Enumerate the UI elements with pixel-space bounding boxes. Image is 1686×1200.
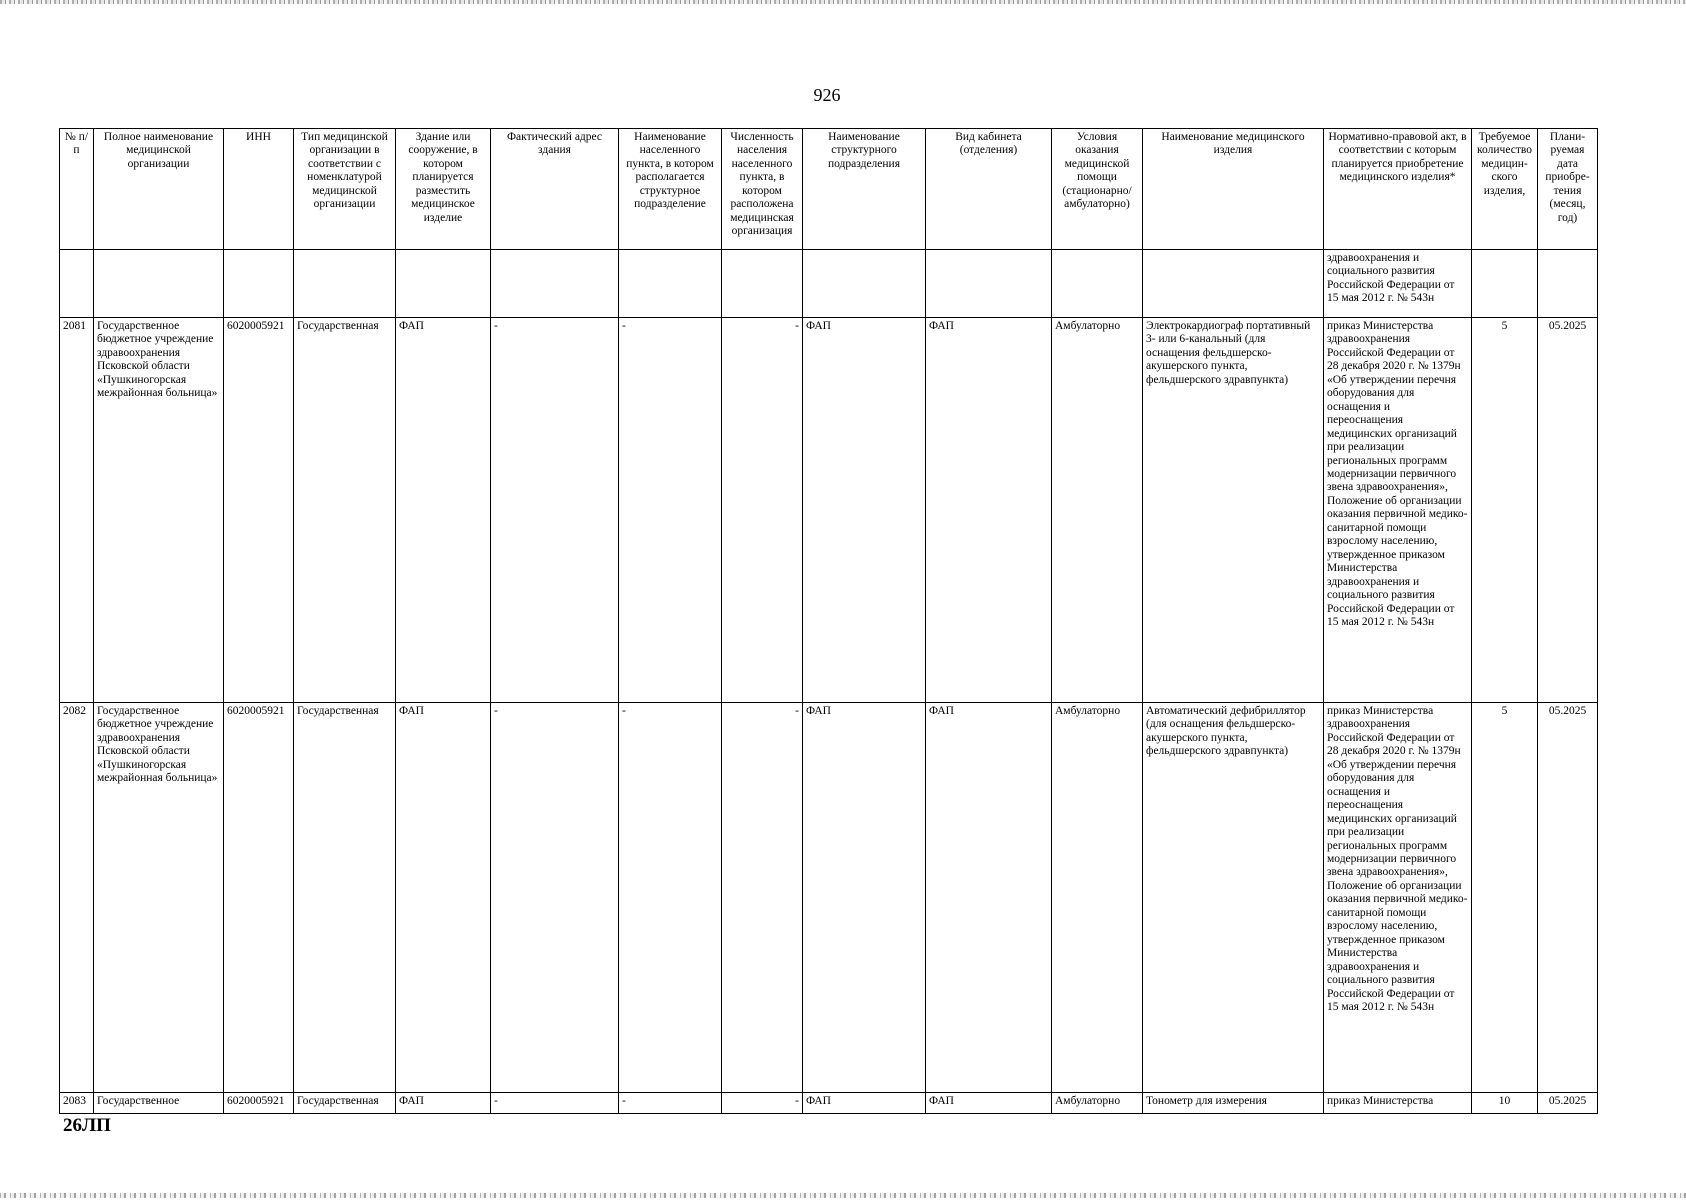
header-building: Здание или сооружение, в котором планируется разместить медицинское изделие [396,129,491,250]
header-conditions: Условия оказания медицинской помощи (стационарно/ амбулаторно) [1052,129,1143,250]
header-act: Нормативно-правовой акт, в соответствии с которым планируется приобретение медицинского изделия* [1324,129,1472,250]
cell-act: здравоохранения и социального развития Российской Федерации от 15 мая 2012 г. № 543н [1324,250,1472,318]
cell-type: Государственная [294,1093,396,1114]
header-inn: ИНН [224,129,294,250]
cell-empty [1143,250,1324,318]
table-row-continuation [60,250,1598,318]
cell-empty [926,250,1052,318]
cell-empty [803,250,926,318]
scan-edge-bottom [0,1193,1686,1198]
cell-qty: 5 [1472,703,1538,1093]
cell-address: - [491,703,619,1093]
cell-empty [94,250,224,318]
header-device: Наименование медицинского изделия [1143,129,1324,250]
cell-address: - [491,1093,619,1114]
cell-building: ФАП [396,1093,491,1114]
cell-population: - [722,318,803,703]
document-code: 26ЛП [63,1115,111,1136]
scan-edge-top [0,0,1686,4]
cell-conditions: Амбулаторно [1052,1093,1143,1114]
cell-cabinet: ФАП [926,318,1052,703]
page-number: 926 [813,85,841,105]
cell-settlement: - [619,703,722,1093]
cell-type: Государственная [294,318,396,703]
cell-qty: 10 [1472,1093,1538,1114]
header-unit: Наименование структурного подразделения [803,129,926,250]
cell-num: 2081 [60,318,94,703]
cell-unit: ФАП [803,703,926,1093]
cell-date: 05.2025 [1538,703,1598,1093]
cell-date: 05.2025 [1538,318,1598,703]
table-row [60,703,1598,1093]
header-qty: Требуемое количество медицин-ского изделия, [1472,129,1538,250]
header-org: Полное наименование медицинской организации [94,129,224,250]
cell-empty [60,250,94,318]
cell-num: 2083 [60,1093,94,1114]
cell-empty [491,250,619,318]
cell-cabinet: ФАП [926,703,1052,1093]
cell-inn: 6020005921 [224,318,294,703]
cell-empty [1472,250,1538,318]
cell-conditions: Амбулаторно [1052,703,1143,1093]
header-date: Плани-руемая дата приобре-тения (месяц, год) [1538,129,1598,250]
cell-type: Государственная [294,703,396,1093]
cell-unit: ФАП [803,1093,926,1114]
header-type: Тип медицинской организации в соответствии с номенклатурой медицинской организации [294,129,396,250]
cell-unit: ФАП [803,318,926,703]
cell-act: приказ Министерства здравоохранения Российской Федерации от 28 декабря 2020 г. № 1379н «Об утверждении перечня оборудования для оснащения и переоснащения медицинских организаций при реализации региональных программ модернизации первичного звена здравоохранения», Положение об организации оказания первичной медико-санитарной помощи взрослому населению, утвержденное приказом Министерства здравоохранения и социального развития Российской Федерации от 15 мая 2012 г. № 543н [1324,703,1472,1093]
cell-org: Государственное бюджетное учреждение здравоохранения Псковской области «Пушкиногорская межрайонная больница» [94,703,224,1093]
equipment-table [59,128,1598,1114]
table-row [60,1093,1598,1114]
header-cabinet: Вид кабинета (отделения) [926,129,1052,250]
cell-device: Автоматический дефибриллятор (для оснащения фельдшерско-акушерского пункта, фельдшерского здравпункта) [1143,703,1324,1093]
cell-conditions: Амбулаторно [1052,318,1143,703]
cell-empty [294,250,396,318]
cell-building: ФАП [396,703,491,1093]
cell-act: приказ Министерства [1324,1093,1472,1114]
cell-empty [396,250,491,318]
cell-population: - [722,703,803,1093]
cell-date: 05.2025 [1538,1093,1598,1114]
cell-inn: 6020005921 [224,1093,294,1114]
cell-inn: 6020005921 [224,703,294,1093]
header-population: Численность населения населенного пункта, в котором расположена медицинская организация [722,129,803,250]
header-address: Фактический адрес здания [491,129,619,250]
cell-empty [722,250,803,318]
cell-empty [1052,250,1143,318]
table-row [60,318,1598,703]
header-settlement: Наименование населенного пункта, в котором располагается структурное подразделение [619,129,722,250]
cell-empty [619,250,722,318]
cell-settlement: - [619,318,722,703]
cell-address: - [491,318,619,703]
header-row [60,129,1598,250]
cell-empty [224,250,294,318]
cell-device: Электрокардиограф портативный 3- или 6-канальный (для оснащения фельдшерско-акушерского пункта, фельдшерского здравпункта) [1143,318,1324,703]
cell-act: приказ Министерства здравоохранения Российской Федерации от 28 декабря 2020 г. № 1379н «Об утверждении перечня оборудования для оснащения и переоснащения медицинских организаций при реализации региональных программ модернизации первичного звена здравоохранения», Положение об организации оказания первичной медико-санитарной помощи взрослому населению, утвержденное приказом Министерства здравоохранения и социального развития Российской Федерации от 15 мая 2012 г. № 543н [1324,318,1472,703]
cell-population: - [722,1093,803,1114]
cell-empty [1538,250,1598,318]
cell-building: ФАП [396,318,491,703]
cell-device: Тонометр для измерения [1143,1093,1324,1114]
cell-qty: 5 [1472,318,1538,703]
cell-cabinet: ФАП [926,1093,1052,1114]
cell-num: 2082 [60,703,94,1093]
cell-org: Государственное [94,1093,224,1114]
cell-org: Государственное бюджетное учреждение здравоохранения Псковской области «Пушкиногорская межрайонная больница» [94,318,224,703]
cell-settlement: - [619,1093,722,1114]
header-num: № п/п [60,129,94,250]
